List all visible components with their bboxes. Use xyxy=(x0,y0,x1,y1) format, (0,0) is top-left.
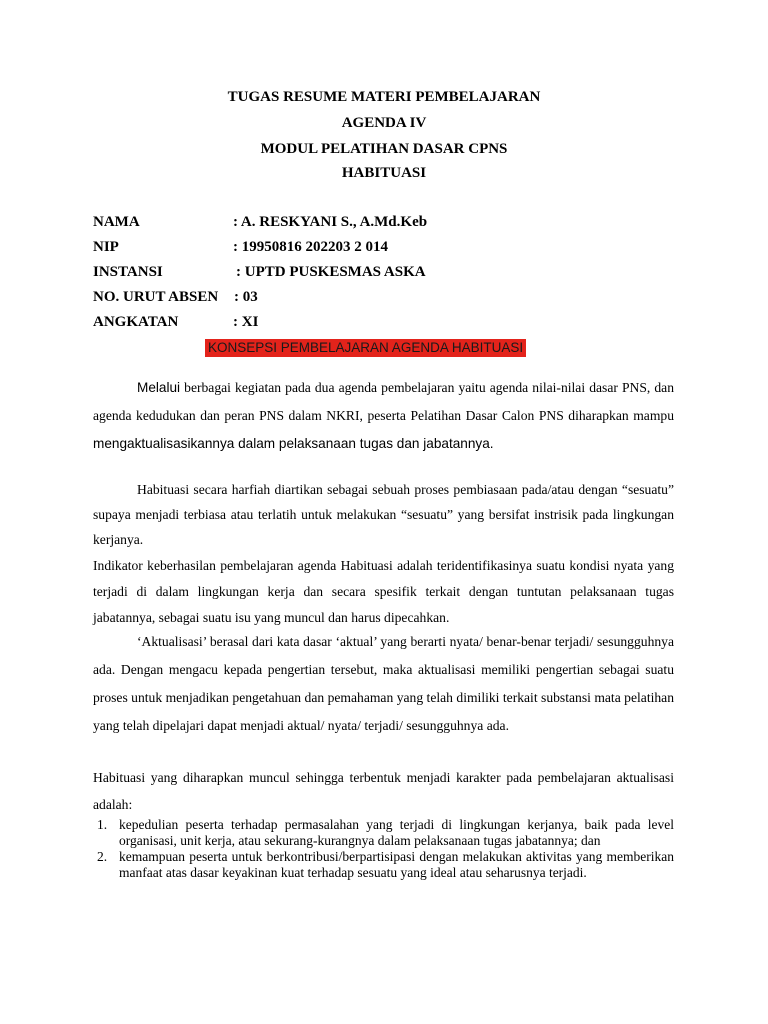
paragraph-1-tail: mengaktualisasikannya dalam pelaksanaan tugas dan jabatannya. xyxy=(93,436,494,451)
identity-value: : A. RESKYANI S., A.Md.Keb xyxy=(233,214,428,230)
identity-label: ANGKATAN xyxy=(93,314,179,330)
identity-value: : XI xyxy=(233,314,259,330)
doc-title-line-1: TUGAS RESUME MATERI PEMBELAJARAN xyxy=(227,89,541,105)
section-heading-banner: KONSEPSI PEMBELAJARAN AGENDA HABITUASI xyxy=(205,339,526,357)
list-item xyxy=(93,817,674,848)
identity-value: : 19950816 202203 2 014 xyxy=(233,239,388,255)
list-item-text: kemampuan peserta untuk berkontribusi/berpartisipasi dengan melakukan aktivitas yang memberikan manfaat atas dasar keyakinan kuat terhadap sesuatu yang ideal atau seharusnya terjadi. xyxy=(119,849,674,880)
paragraph-1-lead: Melalui xyxy=(137,380,181,395)
paragraph-5: Habituasi yang diharapkan muncul sehingga terbentuk menjadi karakter pada pembelajaran aktualisasi adalah: xyxy=(93,770,674,812)
identity-label: INSTANSI xyxy=(93,264,163,280)
paragraph-1 xyxy=(93,374,674,458)
list-item-number: 1. xyxy=(97,817,108,832)
identity-row-nama xyxy=(93,213,427,231)
list-item-text: kepedulian peserta terhadap permasalahan yang terjadi di lingkungan kerjanya, baik pada level organisasi, unit kerja, atau sekurang-kurangnya dalam pelaksanaan tugas jabatannya; dan xyxy=(119,817,674,848)
paragraph-3: Indikator keberhasilan pembelajaran agenda Habituasi adalah teridentifikasinya suatu kondisi nyata yang terjadi di dalam lingkungan kerja dan secara spesifik terkait dengan tuntutan pelaksanaan tugas jabatannya, sebagai suatu isu yang muncul dan harus dipecahkan. xyxy=(93,558,674,625)
doc-title-line-3: MODUL PELATIHAN DASAR CPNS xyxy=(260,141,508,157)
doc-title-line-4: HABITUASI xyxy=(341,165,427,181)
paragraph-1-body: berbagai kegiatan pada dua agenda pembelajaran yaitu agenda nilai-nilai dasar PNS, dan agenda kedudukan dan peran PNS dalam NKRI, peserta Pelatihan Dasar Calon PNS diharapkan mampu xyxy=(93,380,674,423)
paragraph-4 xyxy=(93,628,674,740)
identity-value: : 03 xyxy=(234,289,258,305)
paragraph-2-text: Habituasi secara harfiah diartikan sebagai sebuah proses pembiasaan pada/atau dengan “sesuatu” supaya menjadi terbiasa atau terlatih untuk melakukan “sesuatu” yang bersifat instrisik pada lingkungan kerjanya. xyxy=(93,482,674,547)
identity-label: NAMA xyxy=(93,214,140,230)
habituation-list xyxy=(93,817,674,881)
paragraph-4-text: ‘Aktualisasi’ berasal dari kata dasar ‘aktual’ yang berarti nyata/ benar-benar terjadi/ sesungguhnya ada. Dengan mengacu kepada pengertian tersebut, maka aktualisasi memiliki pengertian sebagai suatu proses untuk menjadikan pengetahuan dan pemahaman yang telah dimiliki terkait substansi mata pelatihan yang telah dipelajari dapat menjadi aktual/ nyata/ terjadi/ sesungguhnya ada. xyxy=(93,634,674,733)
identity-label: NIP xyxy=(93,239,119,255)
list-item-number: 2. xyxy=(97,849,108,864)
identity-row-nip xyxy=(93,238,388,256)
identity-label: NO. URUT ABSEN xyxy=(93,289,219,305)
identity-row-no-urut-absen xyxy=(93,288,258,306)
paragraph-2 xyxy=(93,477,674,552)
identity-value: : UPTD PUSKESMAS ASKA xyxy=(236,264,426,280)
identity-row-angkatan xyxy=(93,313,258,331)
identity-row-instansi xyxy=(93,263,426,281)
doc-title-line-2: AGENDA IV xyxy=(341,115,427,131)
list-item xyxy=(93,849,674,880)
